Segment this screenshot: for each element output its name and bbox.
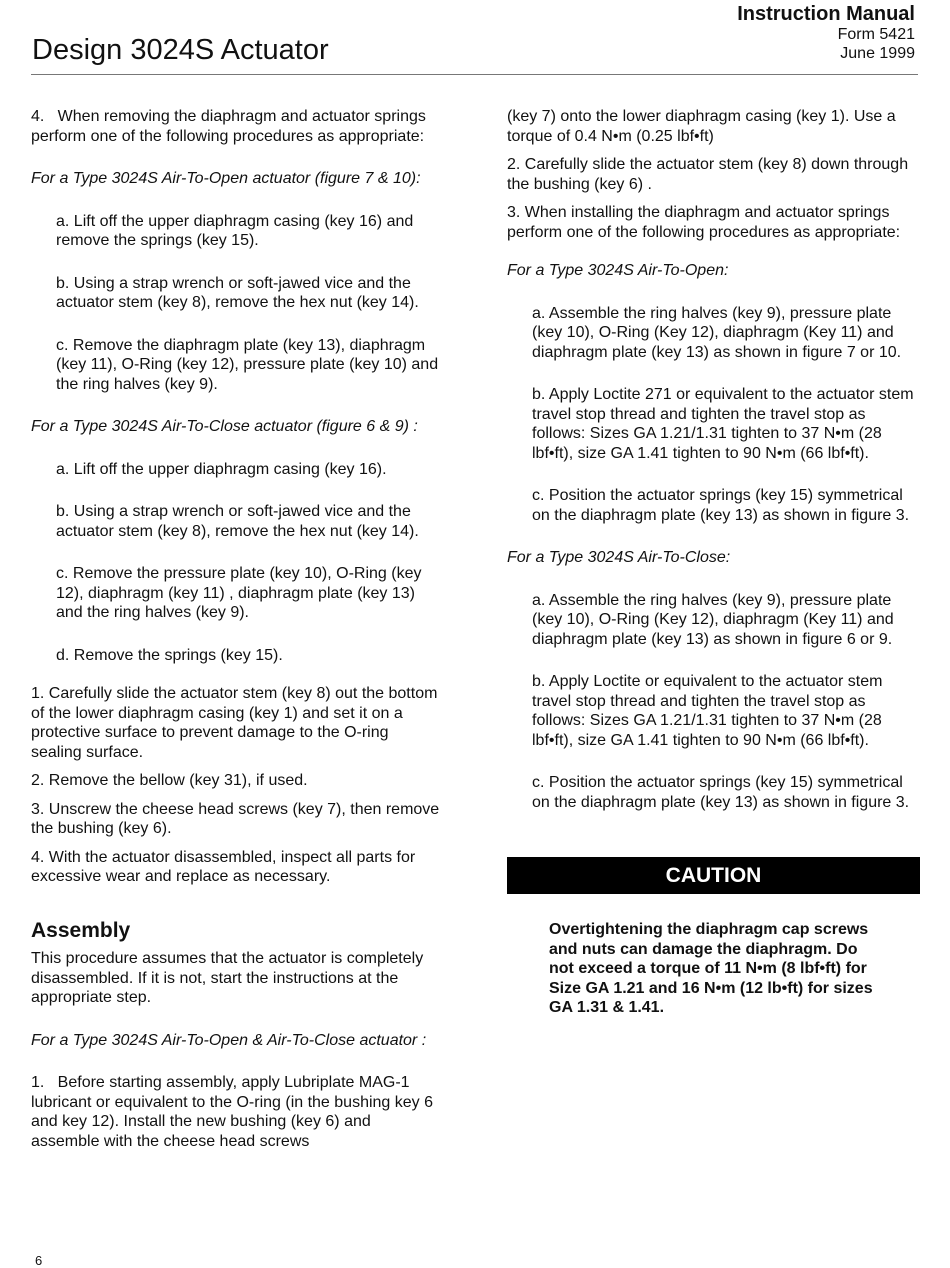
manual-title: Instruction Manual [737,3,915,25]
assembly-atc-heading: For a Type 3024S Air-To-Close: [507,549,731,566]
assembly-atc-step-c: c. Position the actuator springs (key 15) symmetrical on the diaphragm plate (key 13) as shown in figure 3. [532,774,910,811]
caution-text: Overtightening the diaphragm cap screws and nuts can damage the diaphragm. Do not exceed a torque of 11 N•m (8 lbf•ft) for Size GA 1.21 and 16 N•m (12 lb•ft) for sizes GA 1.31 & 1.41. [549,921,873,1016]
document-header-meta [737,3,915,63]
ato-step-b: b. Using a strap wrench or soft-jawed vice and the actuator stem (key 8), remove the hex nut (key 14). [56,274,419,311]
right-column [507,107,920,1018]
assembly-atc-step-b: b. Apply Loctite or equivalent to the actuator stem travel stop thread and tighten the travel stop as follows: Sizes GA 1.21/1.31 tighten to 37 N•m (28 lbf•ft), size GA 1.41 tighten to 90 N•m (66 lbf•ft). [532,673,883,749]
atc-step-b: b. Using a strap wrench or soft-jawed vice and the actuator stem (key 8), remove the hex nut (key 14). [56,503,419,540]
document-title: Design 3024S Actuator [32,34,329,66]
publication-date: June 1999 [840,45,915,62]
assembly-ato-step-c: c. Position the actuator springs (key 15) symmetrical on the diaphragm plate (key 13) as shown in figure 3. [532,487,910,524]
step4-intro: 4. When removing the diaphragm and actuator springs perform one of the following procedures as appropriate: [31,108,426,145]
assembly-atc-step-a: a. Assemble the ring halves (key 9), pressure plate (key 10), O-Ring (Key 12), diaphragm (Key 11) and diaphragm plate (key 13) as shown in figure 6 or 9. [532,591,894,648]
assembly-step-2: 2. Carefully slide the actuator stem (key 8) down through the bushing (key 6) . [507,156,909,193]
atc-step-d: d. Remove the springs (key 15). [56,646,283,664]
assembly-step-1-continued: (key 7) onto the lower diaphragm casing (key 1). Use a torque of 0.4 N•m (0.25 lbf•ft) [507,108,896,145]
assembly-ato-step-b: b. Apply Loctite 271 or equivalent to the actuator stem travel stop thread and tighten the travel stop as follows: Sizes GA 1.21/1.31 tighten to 37 N•m (28 lbf•ft), size GA 1.41 tighten to 90 N•m (66 lbf•ft). [532,386,914,462]
ato-step-a: a. Lift off the upper diaphragm casing (key 16) and remove the springs (key 15). [56,212,414,249]
atc-step-a: a. Lift off the upper diaphragm casing (key 16). [56,460,387,478]
form-number: Form 5421 [837,26,915,43]
assembly-type-heading: For a Type 3024S Air-To-Open & Air-To-Close actuator : [31,1031,427,1049]
disassembly-step-2: 2. Remove the bellow (key 31), if used. [31,772,308,789]
assembly-intro: This procedure assumes that the actuator is completely disassembled. If it is not, start the instructions at the appropriate step. [31,950,424,1006]
ato-heading: For a Type 3024S Air-To-Open actuator (figure 7 & 10): [31,170,421,187]
assembly-step-3: 3. When installing the diaphragm and actuator springs perform one of the following procedures as appropriate: [507,204,901,241]
assembly-step-1: 1. Before starting assembly, apply Lubriplate MAG-1 lubricant or equivalent to the O-ring (in the bushing key 6 and key 12). Install the new bushing (key 6) and assemble with the cheese head screws [31,1074,434,1150]
disassembly-step-4: 4. With the actuator disassembled, inspect all parts for excessive wear and replace as necessary. [31,848,416,885]
assembly-heading: Assembly [31,918,131,942]
atc-step-c: c. Remove the pressure plate (key 10), O-Ring (key 12), diaphragm (key 11) , diaphragm plate (key 13) and the ring halves (key 9). [56,565,422,621]
header-divider [31,74,918,75]
caution-banner: CAUTION [507,857,920,894]
assembly-ato-step-a: a. Assemble the ring halves (key 9), pressure plate (key 10), O-Ring (Key 12), diaphragm (Key 11) and diaphragm plate (key 13) as shown in figure 7 or 10. [532,304,902,361]
disassembly-step-3: 3. Unscrew the cheese head screws (key 7), then remove the bushing (key 6). [31,800,440,837]
disassembly-step-1: 1. Carefully slide the actuator stem (key 8) out the bottom of the lower diaphragm casing (key 1) and set it on a protective surface to prevent damage to the O-ring sealing surface. [31,685,438,761]
ato-step-c: c. Remove the diaphragm plate (key 13), diaphragm (key 11), O-Ring (key 12), pressure plate (key 10) and the ring halves (key 9). [56,336,439,393]
assembly-ato-heading: For a Type 3024S Air-To-Open: [507,262,729,279]
left-column [31,107,441,1151]
page-number: 6 [35,1253,43,1268]
atc-heading: For a Type 3024S Air-To-Close actuator (figure 6 & 9) : [31,418,418,435]
